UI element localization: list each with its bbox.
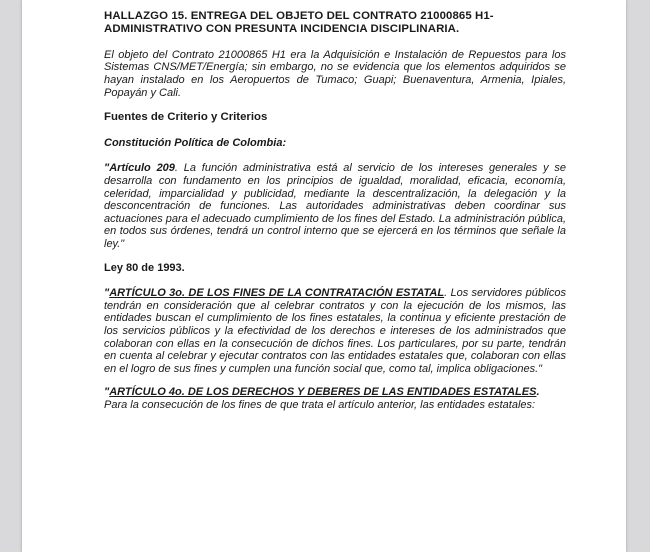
document-content: [104, 10, 566, 411]
article-3-text: . Los servidores públicos tendrán en consideración que al celebrar contratos y con la ejecución de los mismos, las entidades buscan el cumplimiento de los fines estatales, la continua y eficiente prestación de los servicios públicos y la efectividad de los derechos e intereses de los administrados que colaboran con ellas en la consecución de dichos fines. Los particulares, por su parte, tendrán en cuenta al celebrar y ejecutar contratos con las entidades estatales que, colaboran con ellas en el logro de sus fines y cumplen una función social que, como tal, implica obligaciones.": [104, 287, 566, 375]
article-3-open-quote: ": [104, 287, 110, 300]
finding-title: HALLAZGO 15. ENTREGA DEL OBJETO DEL CONTRATO 21000865 H1-ADMINISTRATIVO CON PRESUNTA INCIDENCIA DISCIPLINARIA.: [104, 10, 494, 36]
article-4-label: ARTÍCULO 4o. DE LOS DERECHOS Y DEBERES DE LAS ENTIDADES ESTATALES: [109, 386, 537, 399]
article-209-paragraph: [104, 162, 566, 250]
constitution-heading: Constitución Política de Colombia:: [104, 136, 287, 149]
article-3-paragraph: [104, 287, 566, 375]
article-209-text: . La función administrativa está al servicio de los intereses generales y se desarrolla con fundamento en los principios de igualdad, moralidad, eficacia, economía, celeridad, imparcialidad y publicidad, mediante la descentralización, la delegación y la desconcentración de funciones. Las autoridades administrativas deben coordinar sus actuaciones para el adecuado cumplimiento de los fines del Estado. La administración pública, en todos sus órdenes, tendrá un control interno que se ejercerá en los términos que señale la ley.": [104, 162, 567, 250]
article-4-open-quote: ": [104, 386, 110, 399]
article-4-paragraph: [104, 386, 566, 411]
article-3-label: ARTÍCULO 3o. DE LOS FINES DE LA CONTRATACIÓN ESTATAL: [109, 287, 445, 300]
article-209-open-quote: ": [104, 162, 110, 175]
law-heading: Ley 80 de 1993.: [104, 261, 185, 274]
contract-object-paragraph: El objeto del Contrato 21000865 H1 era la Adquisición e Instalación de Repuestos para los Sistemas CNS/MET/Energía; sin embargo, no se evidencia que los elementos adquiridos se hayan instalado en los Aeropuertos de Tumaco; Guapi; Buenaventura, Armenia, Ipiales, Popayán y Cali.: [104, 48, 566, 99]
article-4-text: Para la consecución de los fines de que trata el artículo anterior, las entidades estatales:: [104, 398, 536, 411]
document-page: [22, 0, 626, 552]
article-209-label: Artículo 209: [109, 162, 175, 175]
criteria-heading: Fuentes de Criterio y Criterios: [104, 111, 268, 124]
article-4-dot: .: [536, 386, 540, 399]
